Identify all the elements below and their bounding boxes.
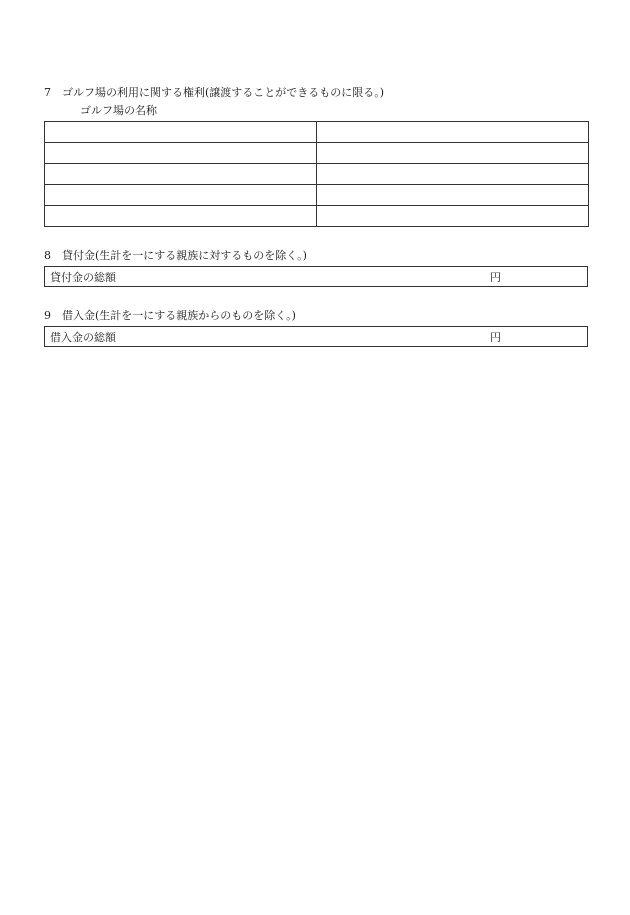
golf-rights-section xyxy=(44,86,588,227)
borrowings-total-label: 借入金の総額 xyxy=(50,331,116,344)
loans-receivable-heading xyxy=(44,249,588,263)
golf-course-name-cell[interactable] xyxy=(45,164,317,185)
golf-rights-heading xyxy=(44,86,588,100)
section-number: 8 xyxy=(44,249,51,262)
loans-receivable-section xyxy=(44,249,588,287)
table-row xyxy=(45,185,589,206)
golf-course-name-header: ゴルフ場の名称 xyxy=(80,104,157,117)
golf-course-table xyxy=(44,121,589,227)
section-title: ゴルフ場の利用に関する権利(譲渡することができるものに限る。) xyxy=(62,86,385,99)
borrowings-heading xyxy=(44,309,588,323)
golf-course-name-cell[interactable] xyxy=(45,206,317,227)
borrowings-section xyxy=(44,309,588,347)
golf-course-detail-cell[interactable] xyxy=(317,143,589,164)
golf-course-name-cell[interactable] xyxy=(45,122,317,143)
golf-course-name-cell[interactable] xyxy=(45,185,317,206)
loans-receivable-total-field[interactable] xyxy=(44,266,588,287)
table-row xyxy=(45,206,589,227)
section-number: 7 xyxy=(44,86,51,99)
golf-course-name-cell[interactable] xyxy=(45,143,317,164)
table-row xyxy=(45,164,589,185)
borrowings-total-field[interactable] xyxy=(44,326,588,347)
loans-receivable-total-label: 貸付金の総額 xyxy=(50,271,116,284)
golf-course-detail-cell[interactable] xyxy=(317,164,589,185)
yen-unit: 円 xyxy=(490,331,501,344)
table-row xyxy=(45,122,589,143)
table-row xyxy=(45,143,589,164)
section-title: 借入金(生計を一にする親族からのものを除く。) xyxy=(62,309,296,322)
golf-course-detail-cell[interactable] xyxy=(317,206,589,227)
golf-course-detail-cell[interactable] xyxy=(317,185,589,206)
golf-course-detail-cell[interactable] xyxy=(317,122,589,143)
section-number: 9 xyxy=(44,309,51,322)
yen-unit: 円 xyxy=(490,271,501,284)
section-title: 貸付金(生計を一にする親族に対するものを除く。) xyxy=(62,249,307,262)
